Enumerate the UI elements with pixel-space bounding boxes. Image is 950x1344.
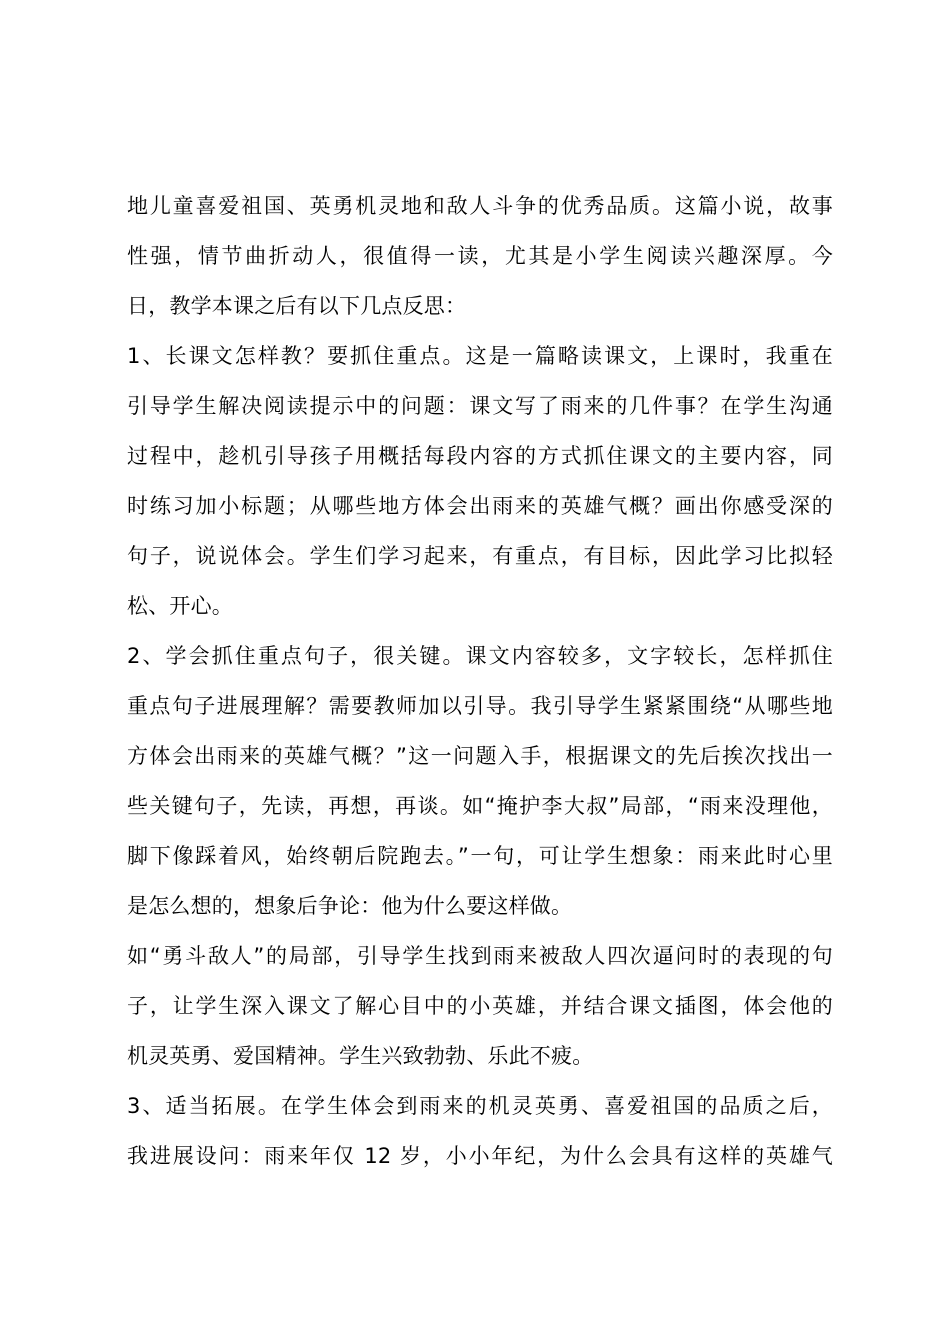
text-line: 是怎么想的，想象后争论：他为什么要这样做。: [127, 894, 573, 918]
text-line: 1、长课文怎样教？要抓住重点。这是一篇略读课文，上课时，我重在: [127, 344, 833, 368]
text-line: 脚下像踩着风，始终朝后院跑去。”一句，可让学生想象：雨来此时心里: [127, 844, 833, 868]
text-line: 我进展设问：雨来年仅 12 岁，小小年纪，为什么会具有这样的英雄气: [127, 1144, 833, 1168]
text-line: 时练习加小标题；从哪些地方体会出雨来的英雄气概？画出你感受深的: [127, 494, 833, 518]
text-line: 地儿童喜爱祖国、英勇机灵地和敌人斗争的优秀品质。这篇小说，故事: [127, 194, 833, 218]
text-line: 机灵英勇、爱国精神。学生兴致勃勃、乐此不疲。: [127, 1044, 594, 1068]
text-line: 3、适当拓展。在学生体会到雨来的机灵英勇、喜爱祖国的品质之后，: [127, 1094, 833, 1118]
text-line: 松、开心。: [127, 594, 233, 618]
text-line: 重点句子进展理解？需要教师加以引导。我引导学生紧紧围绕“从哪些地: [127, 694, 833, 718]
text-line: 方体会出雨来的英雄气概？”这一问题入手，根据课文的先后挨次找出一: [127, 744, 833, 768]
text-line: 日，教学本课之后有以下几点反思：: [127, 294, 467, 318]
text-line: 2、学会抓住重点句子，很关键。课文内容较多，文字较长，怎样抓住: [127, 644, 833, 668]
text-line: 引导学生解决阅读提示中的问题：课文写了雨来的几件事？在学生沟通: [127, 394, 833, 418]
document-body: [127, 181, 833, 1181]
text-line: 如“勇斗敌人”的局部，引导学生找到雨来被敌人四次逼问时的表现的句: [127, 944, 833, 968]
text-line: 句子，说说体会。学生们学习起来，有重点，有目标，因此学习比拟轻: [127, 544, 833, 568]
text-line: 子，让学生深入课文了解心目中的小英雄，并结合课文插图，体会他的: [127, 994, 833, 1018]
text-line: 过程中，趁机引导孩子用概括每段内容的方式抓住课文的主要内容，同: [127, 444, 833, 468]
text-line: 性强，情节曲折动人，很值得一读，尤其是小学生阅读兴趣深厚。今: [127, 244, 833, 268]
text-line: 些关键句子，先读，再想，再谈。如“掩护李大叔”局部，“雨来没理他，: [127, 794, 833, 818]
